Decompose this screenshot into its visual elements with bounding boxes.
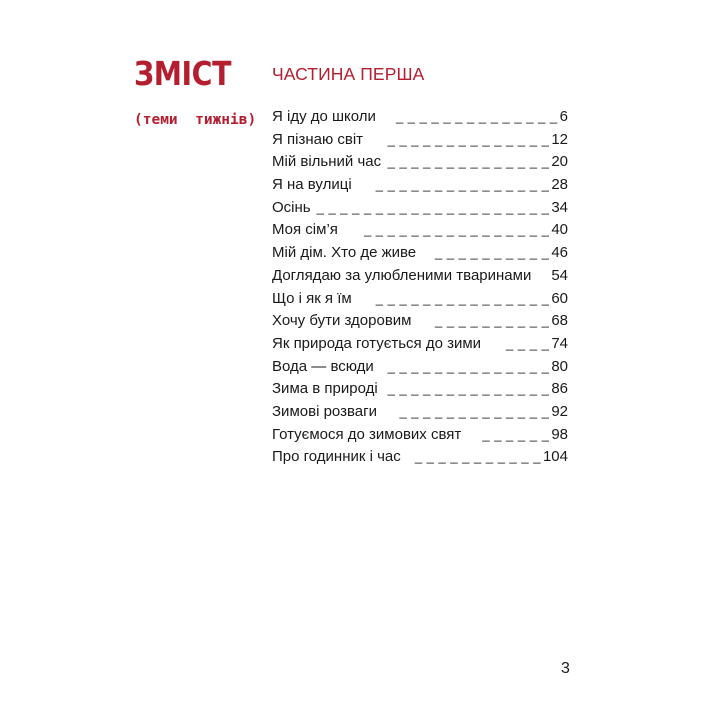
toc-entry-label: Зима в природі	[272, 380, 378, 398]
toc-entry-page: 6	[559, 108, 568, 125]
page-title: ЗМІСТ	[134, 54, 232, 93]
toc-entry-label: Як природа готується до зими	[272, 334, 482, 352]
toc-entry	[272, 151, 568, 174]
toc-entry-label: Мій вільний час	[272, 153, 382, 171]
toc-entry-leader: _ _ _ _ _ _ _ _ _ _ _ _ _ _ _ _ _ _ _ _	[316, 199, 550, 215]
toc-entry-leader: _ _ _ _ _ _ _ _ _ _ _ _ _ _	[387, 358, 550, 374]
toc-entry-page: 54	[551, 266, 568, 284]
toc-entry-label: Готуємося до зимових свят	[272, 425, 462, 443]
toc-entry	[272, 446, 568, 469]
toc-entry-leader: _ _ _ _ _ _ _ _ _ _	[435, 313, 550, 329]
table-of-contents	[272, 106, 568, 469]
toc-entry-page: 60	[551, 289, 568, 307]
toc-entry	[272, 197, 568, 220]
section-title: ЧАСТИНА ПЕРША	[272, 64, 425, 84]
toc-entry-leader: _ _ _ _ _ _ _ _ _ _ _ _ _	[399, 403, 550, 419]
toc-entry-page: 20	[551, 153, 568, 171]
toc-entry-leader: _ _ _ _	[506, 335, 550, 351]
toc-entry-page: 34	[551, 198, 568, 216]
toc-entry	[272, 378, 568, 401]
toc-entry	[272, 219, 568, 242]
toc-entry	[272, 310, 568, 333]
toc-entry-leader: _ _ _ _ _ _ _ _ _ _	[435, 245, 550, 261]
toc-entry-leader: _ _ _ _ _ _ _ _ _ _ _ _ _ _ _	[375, 177, 550, 193]
toc-entry-leader: _ _ _ _ _ _ _ _ _ _ _ _ _ _	[387, 154, 550, 170]
toc-entry-label: Осінь	[272, 198, 311, 216]
toc-entry-page: 104	[542, 448, 568, 466]
toc-entry	[272, 424, 568, 447]
page-number: 3	[561, 660, 570, 677]
toc-entry-label: Доглядаю за улюбленими тваринами	[272, 266, 532, 284]
toc-entry-label: Вода — всюди	[272, 357, 374, 375]
toc-entry-page: 68	[551, 312, 568, 330]
toc-entry-leader: _ _ _ _ _ _	[482, 426, 550, 442]
toc-entry	[272, 106, 568, 129]
toc-entry-leader: _ _ _ _ _ _ _ _ _ _ _ _ _ _ _ _	[363, 222, 550, 238]
toc-entry-label: Я іду до школи	[272, 108, 376, 125]
toc-entry-leader: _ _ _ _ _ _ _ _ _ _ _	[414, 449, 541, 465]
toc-entry	[272, 265, 568, 288]
toc-entry	[272, 288, 568, 311]
toc-entry-leader: _ _ _ _ _ _ _ _ _ _ _ _ _ _	[387, 131, 550, 147]
toc-entry-label: Хочу бути здоровим	[272, 312, 412, 330]
toc-entry-page: 40	[551, 221, 568, 239]
toc-entry-page: 12	[551, 130, 568, 148]
toc-entry-leader: _ _ _ _ _ _ _ _ _ _ _ _ _ _	[395, 109, 558, 124]
toc-entry-label: Про годинник і час	[272, 448, 401, 466]
toc-entry	[272, 401, 568, 424]
toc-entry-page: 46	[551, 244, 568, 262]
toc-entry-leader: _ _ _ _ _ _ _ _ _ _ _ _ _ _	[387, 381, 550, 397]
toc-entry-label: Моя сім’я	[272, 221, 338, 239]
toc-entry-label: Я пізнаю світ	[272, 130, 364, 148]
toc-entry-label: Зимові розваги	[272, 402, 377, 420]
toc-entry-page: 80	[551, 357, 568, 375]
toc-entry-label: Що і як я їм	[272, 289, 352, 307]
toc-entry-page: 92	[551, 402, 568, 420]
toc-entry-page: 74	[551, 334, 568, 352]
toc-entry	[272, 333, 568, 356]
toc-entry-page: 86	[551, 380, 568, 398]
toc-entry	[272, 356, 568, 379]
toc-entry-label: Я на вулиці	[272, 176, 352, 194]
toc-entry	[272, 174, 568, 197]
toc-entry	[272, 129, 568, 152]
toc-entry	[272, 242, 568, 265]
toc-entry-leader: _ _ _ _ _ _ _ _ _ _ _ _ _ _ _	[375, 290, 550, 306]
page-subtitle: (теми тижнів)	[134, 112, 257, 128]
toc-entry-page: 28	[551, 176, 568, 194]
toc-entry-page: 98	[551, 425, 568, 443]
toc-entry-label: Мій дім. Хто де живе	[272, 244, 417, 262]
